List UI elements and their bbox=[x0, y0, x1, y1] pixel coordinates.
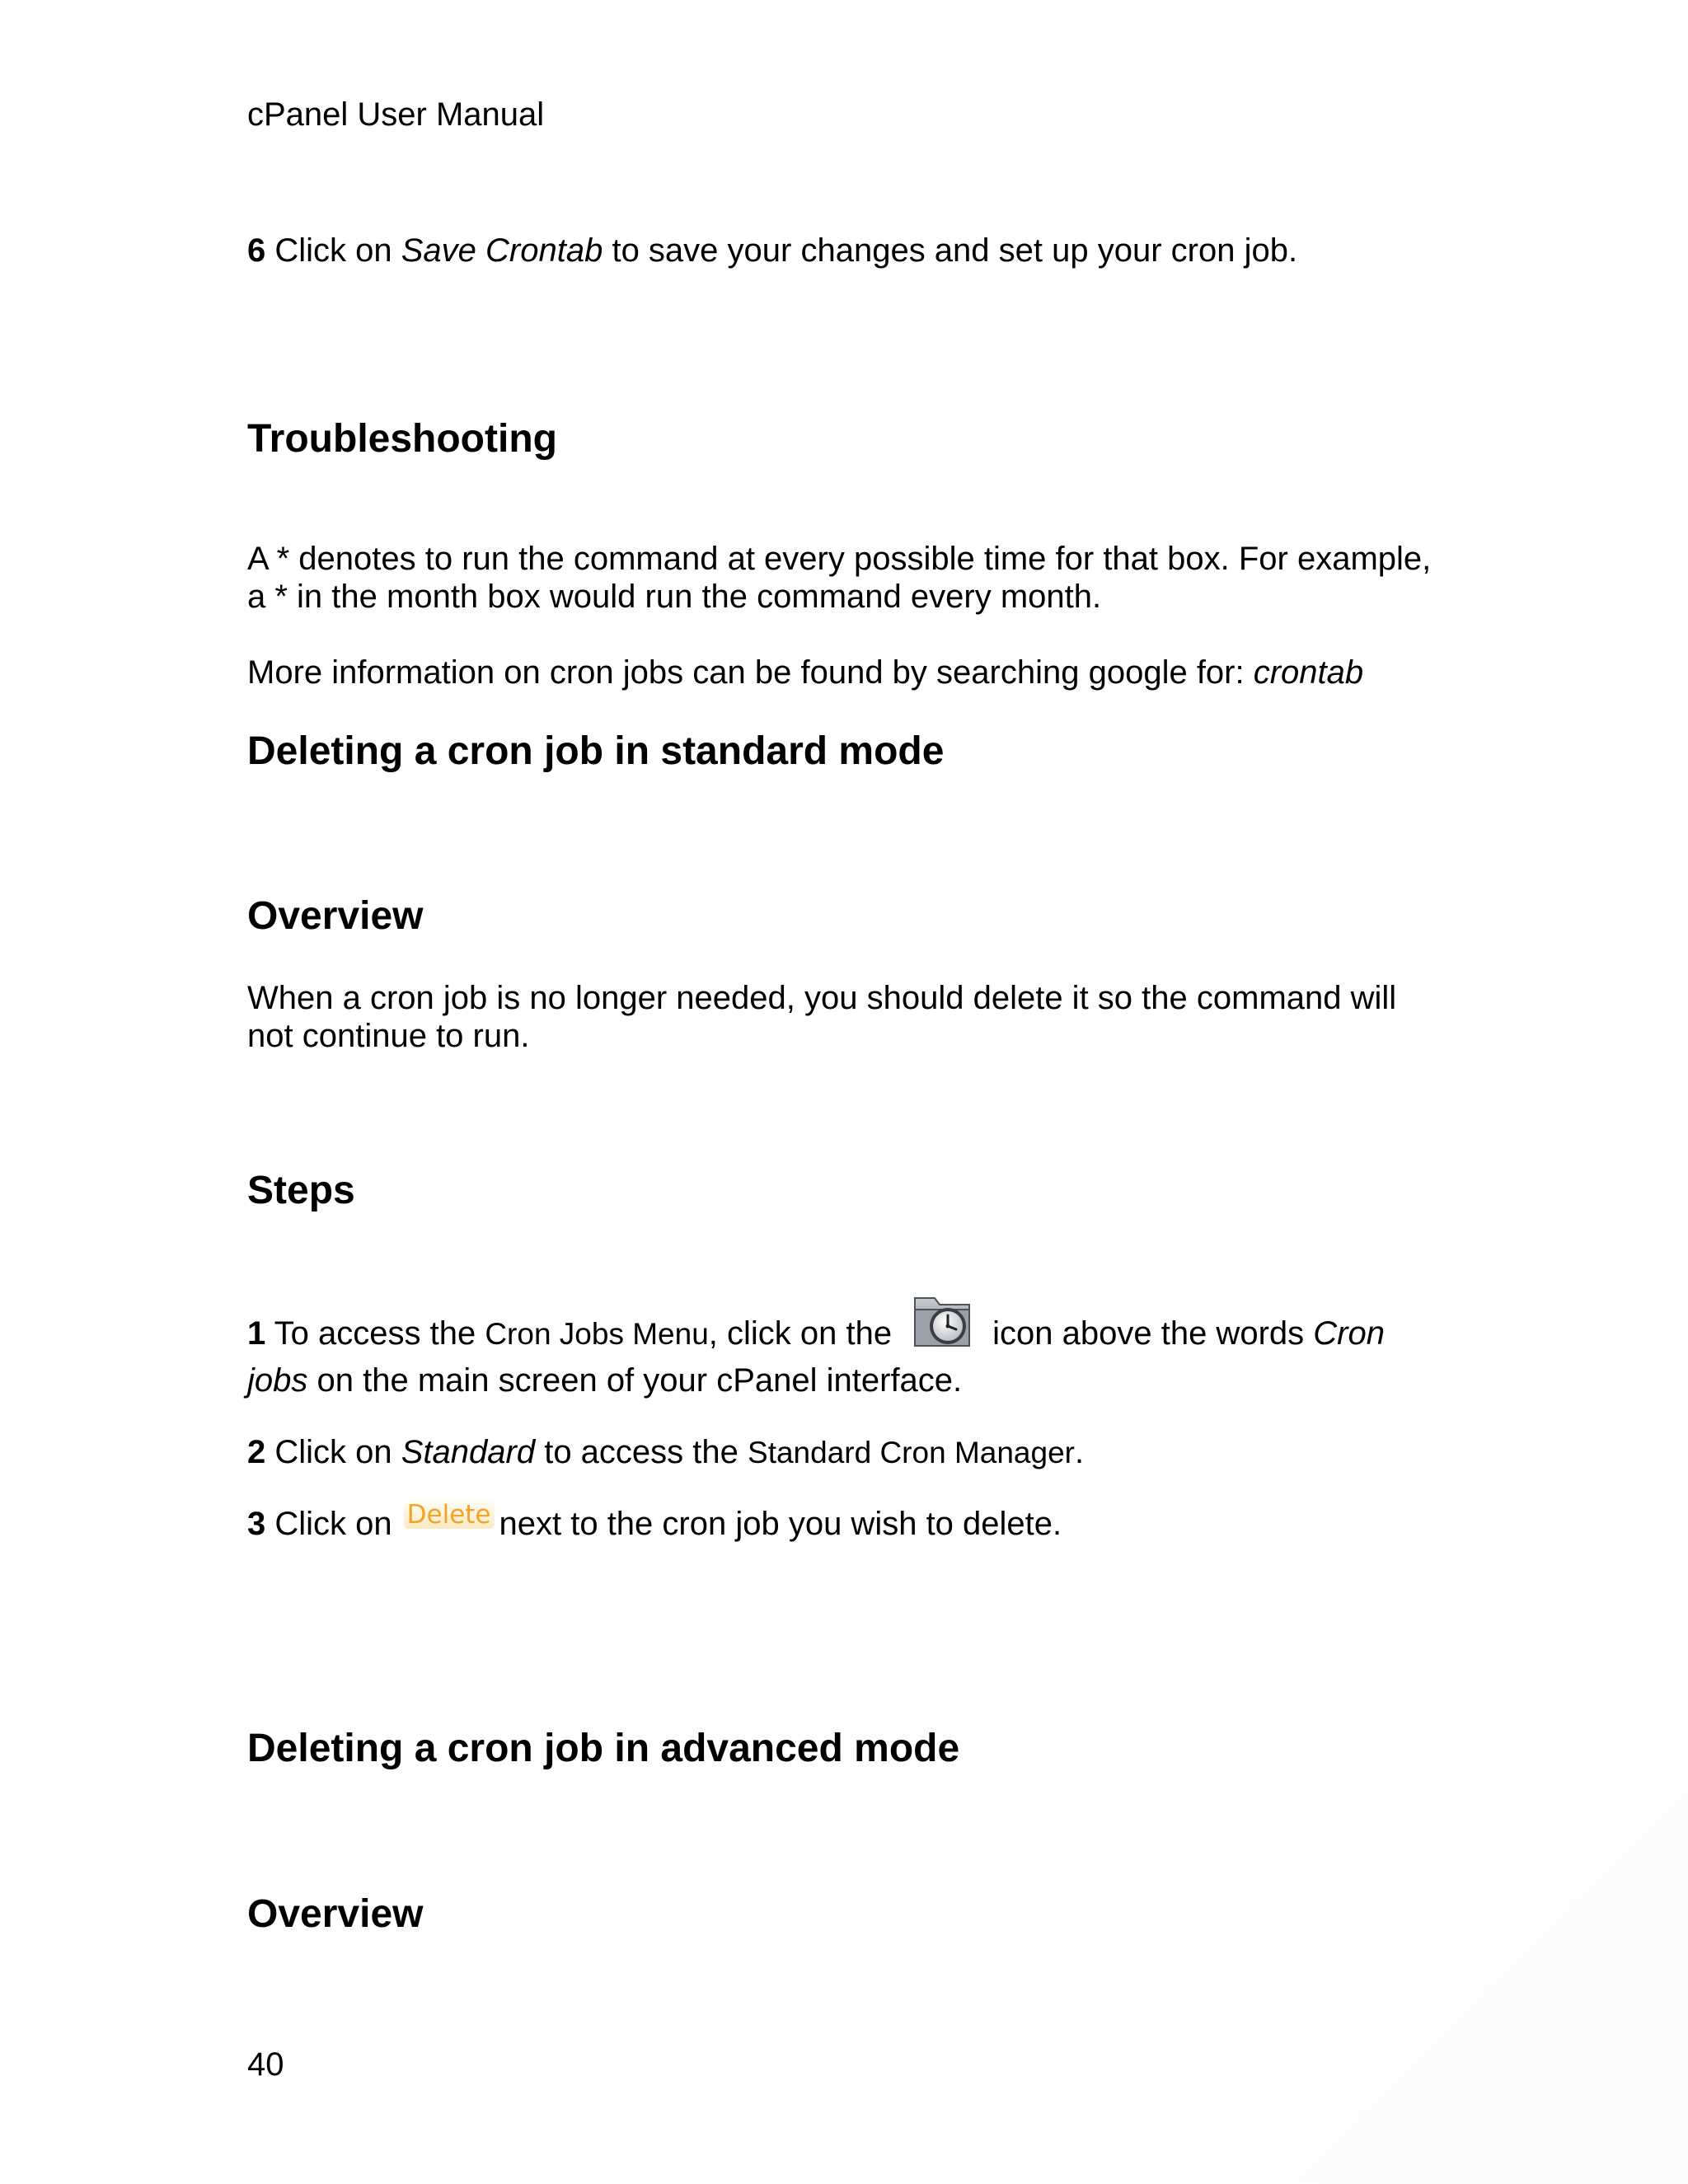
step-3: 3 Click on Delete next to the cron job you wish to delete. bbox=[247, 1500, 1062, 1542]
standard-overview-line-1: When a cron job is no longer needed, you should delete it so the command will bbox=[247, 980, 1397, 1016]
step-6: 6 Click on Save Crontab to save your changes and set up your cron job. bbox=[247, 232, 1298, 269]
step-number: 2 bbox=[247, 1434, 266, 1470]
standard-link: Standard bbox=[401, 1434, 536, 1470]
steps-heading: Steps bbox=[247, 1169, 355, 1212]
troubleshooting-line-2: a * in the month box would run the command every month. bbox=[247, 579, 1102, 615]
troubleshooting-line-1: A * denotes to run the command at every possible time for that box. For example, bbox=[247, 541, 1432, 577]
standard-cron-manager-label: Standard Cron Manager bbox=[748, 1436, 1075, 1469]
cron-word: Cron bbox=[1313, 1315, 1385, 1352]
more-info-paragraph: More information on cron jobs can be found by searching google for: crontab bbox=[247, 654, 1364, 691]
save-crontab-link: Save Crontab bbox=[401, 232, 603, 269]
advanced-overview-heading: Overview bbox=[247, 1892, 424, 1936]
crontab-search-term: crontab bbox=[1253, 654, 1364, 691]
advanced-mode-heading: Deleting a cron job in advanced mode bbox=[247, 1727, 960, 1770]
jobs-word: jobs bbox=[247, 1362, 308, 1399]
delete-button[interactable]: Delete bbox=[404, 1501, 495, 1529]
step-2: 2 Click on Standard to access the Standard Cron Manager. bbox=[247, 1434, 1085, 1470]
page-number: 40 bbox=[247, 2046, 284, 2083]
standard-mode-heading: Deleting a cron job in standard mode bbox=[247, 729, 945, 773]
standard-overview-heading: Overview bbox=[247, 894, 424, 938]
cron-jobs-menu-label: Cron Jobs Menu bbox=[485, 1317, 709, 1351]
step-number: 1 bbox=[247, 1315, 266, 1352]
step-number: 6 bbox=[247, 232, 266, 269]
running-header: cPanel User Manual bbox=[247, 96, 545, 133]
troubleshooting-heading: Troubleshooting bbox=[247, 417, 557, 461]
step-1-continued: jobs on the main screen of your cPanel interface. bbox=[247, 1362, 963, 1399]
step-number: 3 bbox=[247, 1506, 266, 1542]
standard-overview-line-2: not continue to run. bbox=[247, 1018, 530, 1054]
cron-jobs-icon bbox=[910, 1288, 978, 1356]
step-1: 1 To access the Cron Jobs Menu, click on the icon above the words Cron bbox=[247, 1288, 1385, 1356]
